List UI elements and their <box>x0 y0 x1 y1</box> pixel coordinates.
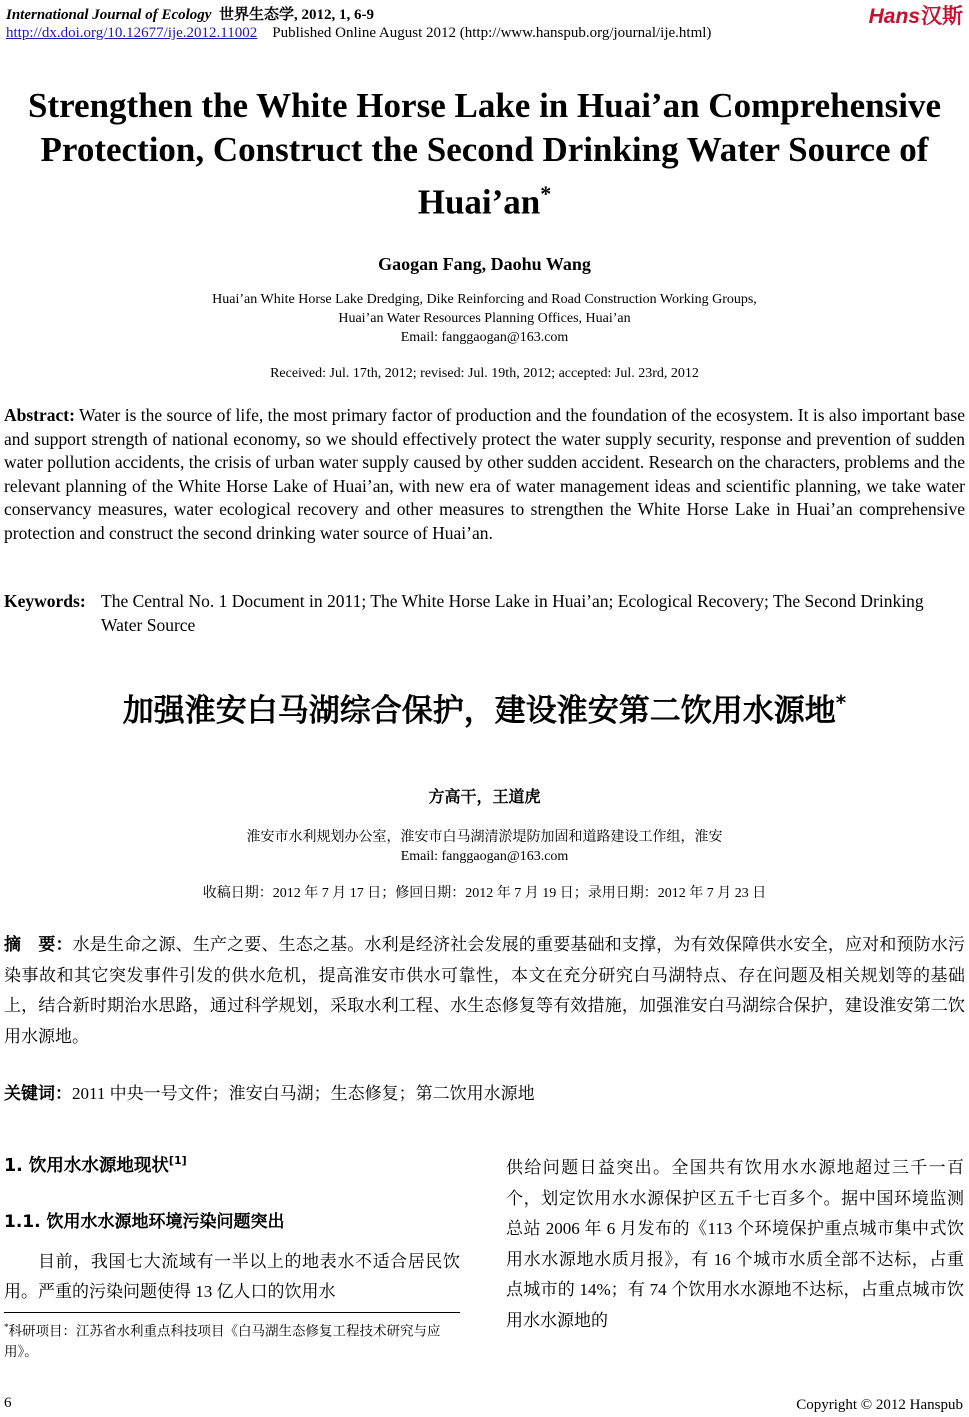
affiliation-en-1: Huai’an White Horse Lake Dredging, Dike Reinforcing and Road Construction Working Groups, <box>212 292 757 307</box>
paper-title-cn <box>0 685 969 730</box>
abstract-en <box>4 404 965 545</box>
journal-header <box>6 3 374 24</box>
logo-text-en: Hans <box>868 5 920 28</box>
keywords-label-en: Keywords: <box>4 591 86 611</box>
keywords-cn <box>4 1079 535 1104</box>
dates-cn: 收稿日期：2012 年 7 月 17 日；修回日期：2012 年 7 月 19 日；录用日期：2012 年 7 月 23 日 <box>202 886 767 901</box>
title-cn-footnote-mark: * <box>835 690 847 715</box>
hans-logo <box>869 0 963 30</box>
keywords-text-en: The Central No. 1 Document in 2011; The White Horse Lake in Huai’an; Ecological Recovery; The Second Drinking Water Source <box>101 591 924 635</box>
paper-title-en <box>0 84 969 225</box>
body-paragraph-right: 供给问题日益突出。全国共有饮用水水源地超过三千一百个，划定饮用水水源保护区五千七百多个。据中国环境监测总站 2006 年 6 月发布的《113 个环境保护重点城市集中式饮用水水源地水质月报》，有 16 个城市水质全部不达标，占重点城市的 14%；有 74 个饮用水水源地不达标，占重点城市饮用水水源地的 <box>506 1158 964 1330</box>
journal-name: International Journal of Ecology <box>6 7 212 23</box>
footnote-text: 科研项目：江苏省水利重点科技项目《白马湖生态修复工程技术研究与应用》。 <box>4 1323 441 1359</box>
footnote-mark: * <box>4 1322 9 1332</box>
keywords-en <box>4 590 965 637</box>
paper-title-cn-text: 加强淮安白马湖综合保护，建设淮安第二饮用水源地 <box>122 693 836 729</box>
footnote-divider <box>4 1312 460 1313</box>
affiliation-en-2: Huai’an Water Resources Planning Offices, Huai’an <box>338 311 631 326</box>
keywords-text-cn: 2011 中央一号文件；淮安白马湖；生态修复；第二饮用水源地 <box>72 1084 535 1103</box>
section-1-citation: [1] <box>168 1154 187 1168</box>
authors-en: Gaogan Fang, Daohu Wang <box>378 254 591 274</box>
abstract-text-cn: 水是生命之源、生产之要、生态之基。水利是经济社会发展的重要基础和支撑，为有效保障供水安全，应对和预防水污染事故和其它突发事件引发的供水危机，提高淮安市供水可靠性，本文在充分研究白马湖特点、存在问题及相关规划等的基础上，结合新时期治水思路，通过科学规划，采取水利工程、水生态修复等有效措施，加强淮安白马湖综合保护，建设淮安第二饮用水源地。 <box>4 935 965 1046</box>
abstract-text-en: Water is the source of life, the most primary factor of production and the foundation of the ecosystem. It is also important base and support strength of national economy, so we should effectively protect the water supply security, response and prevention of sudden water pollution accidents, the crisis of urban water supply caused by other sudden accident. Research on the characters, problems and the relevant planning of the White Horse Lake of Huai’an, with new era of water management ideas and scientific planning, we take water conservancy measures, water ecological recovery and other measures to strengthen the White Horse Lake in Huai’an comprehensive protection and construct the second drinking water source of Huai’an. <box>4 405 965 543</box>
published-online: Published Online August 2012 (http://www.hanspub.org/journal/ije.html) <box>272 25 712 41</box>
abstract-label-cn: 摘 要： <box>4 935 73 955</box>
abstract-label-en: Abstract: <box>4 405 75 425</box>
copyright: Copyright © 2012 Hanspub <box>796 1397 963 1413</box>
doi-link[interactable]: http://dx.doi.org/10.12677/ije.2012.11002 <box>6 25 258 41</box>
logo-text-cn: 汉斯 <box>921 5 963 28</box>
email-cn: Email: fanggaogan@163.com <box>400 849 569 864</box>
affiliation-cn: 淮安市水利规划办公室，淮安市白马湖清淤堤防加固和道路建设工作组，淮安 <box>246 830 723 845</box>
publication-line <box>6 25 711 42</box>
body-paragraph-left: 目前，我国七大流域有一半以上的地表水不适合居民饮用。严重的污染问题使得 13 亿人口的饮用水 <box>4 1252 460 1301</box>
paper-title-en-text: Strengthen the White Horse Lake in Huai’an Comprehensive Protection, Construct the Second Drinking Water Source of Huai’an <box>28 86 941 222</box>
journal-name-cn: 世界生态学, 2012, 1, 6-9 <box>218 7 374 23</box>
section-heading-1-1: 1.1. 饮用水水源地环境污染问题突出 <box>4 1212 285 1232</box>
keywords-label-cn: 关键词： <box>4 1084 72 1104</box>
abstract-cn <box>4 930 965 1052</box>
email-en: Email: fanggaogan@163.com <box>400 330 569 345</box>
dates-en: Received: Jul. 17th, 2012; revised: Jul. 19th, 2012; accepted: Jul. 23rd, 2012 <box>270 366 699 381</box>
page-number: 6 <box>4 1395 12 1411</box>
section-heading-1-text: 1. 饮用水水源地现状 <box>4 1156 169 1176</box>
footnote <box>4 1317 460 1362</box>
section-heading-1 <box>4 1152 187 1177</box>
authors-cn: 方高干，王道虎 <box>428 787 541 806</box>
title-footnote-mark: * <box>540 181 552 206</box>
